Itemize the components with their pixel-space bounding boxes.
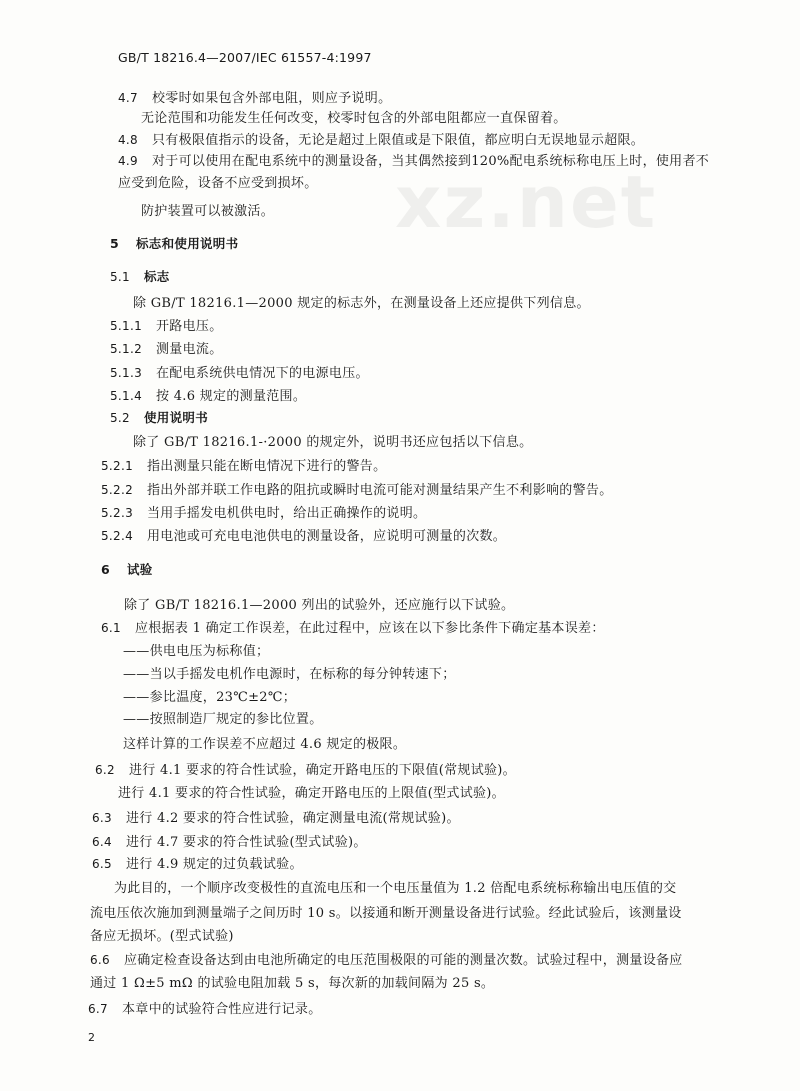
clause-number: 5.2.2 (101, 483, 134, 497)
paragraph-line: 流电压依次施加到测量端子之间历时 10 s。以接通和断开测量设备进行试验。经此试验后，该测量设 (90, 906, 682, 921)
clause-6-1 (101, 620, 605, 637)
clause-4-9 (118, 153, 709, 170)
clause-number: 6.7 (88, 1002, 108, 1016)
clause-text: 在配电系统供电情况下的电源电压。 (156, 366, 369, 381)
clause-text: 测量电流。 (156, 342, 223, 357)
paragraph-line: 防护装置可以被激活。 (141, 204, 275, 219)
paragraph-line: 应受到危险，设备不应受到损坏。 (118, 176, 318, 191)
clause-6-4 (92, 834, 367, 851)
clause-text: 应确定检查设备达到由电池所确定的电压范围极限的可能的测量次数。试验过程中，测量设备应 (124, 953, 683, 968)
clause-5-2-2 (101, 482, 613, 499)
clause-number: 5.1.1 (110, 319, 143, 333)
clause-number: 6.4 (92, 835, 112, 849)
clause-text: 本章中的试验符合性应进行记录。 (122, 1002, 322, 1017)
clause-text: 进行 4.1 要求的符合性试验，确定开路电压的下限值(常规试验)。 (129, 763, 516, 778)
paragraph-line: 为此目的，一个顺序改变极性的直流电压和一个电压量值为 1.2 倍配电系统标称输出电压值的交 (114, 881, 677, 896)
clause-number: 5.2.4 (101, 529, 134, 543)
clause-text: 指出外部并联工作电路的阻抗或瞬时电流可能对测量结果产生不利影响的警告。 (147, 483, 613, 498)
section-5-heading (110, 236, 238, 253)
paragraph-line: 无论范围和功能发生任何改变，校零时包含的外部电阻都应一直保留着。 (141, 111, 567, 126)
list-item: ——当以手摇发电机作电源时，在标称的每分钟转速下； (123, 667, 456, 682)
clause-number: 5.1.3 (110, 366, 143, 380)
clause-number: 5.2 (110, 411, 130, 425)
clause-number: 6.1 (101, 621, 121, 635)
section-title: 标志和使用说明书 (136, 236, 239, 251)
clause-5-1-3 (110, 365, 369, 382)
clause-number: 5.1 (110, 270, 130, 284)
paragraph-line: 这样计算的工作误差不应超过 4.6 规定的极限。 (123, 737, 407, 752)
paragraph-line: 进行 4.1 要求的符合性试验，确定开路电压的上限值(型式试验)。 (118, 786, 505, 801)
clause-5-1-1 (110, 318, 223, 335)
clause-4-7 (118, 90, 391, 107)
clause-text: 当用手摇发电机供电时，给出正确操作的说明。 (147, 506, 427, 521)
clause-title: 标志 (144, 269, 170, 284)
clause-text: 指出测量只能在断电情况下进行的警告。 (147, 459, 387, 474)
list-item: ——供电电压为标称值； (123, 644, 270, 659)
clause-5-1 (110, 269, 170, 286)
clause-title: 使用说明书 (144, 410, 209, 425)
clause-5-2-4 (101, 528, 506, 545)
paragraph-line: 除了 GB/T 18216.1—2000 列出的试验外，还应施行以下试验。 (124, 598, 515, 613)
clause-number: 5.2.3 (101, 506, 134, 520)
clause-number: 6.5 (92, 857, 112, 871)
list-item: ——按照制造厂规定的参比位置。 (123, 712, 323, 727)
section-title: 试验 (127, 562, 153, 577)
clause-text: 按 4.6 规定的测量范围。 (156, 389, 307, 404)
clause-text: 进行 4.2 要求的符合性试验，确定测量电流(常规试验)。 (126, 811, 460, 826)
clause-4-8 (118, 132, 644, 149)
section-number: 6 (101, 562, 110, 577)
clause-number: 4.8 (118, 133, 138, 147)
clause-text: 进行 4.7 要求的符合性试验(型式试验)。 (126, 835, 367, 850)
clause-number: 5.2.1 (101, 459, 134, 473)
clause-number: 4.9 (118, 154, 138, 168)
paragraph-line: 除 GB/T 18216.1—2000 规定的标志外，在测量设备上还应提供下列信息。 (133, 296, 590, 311)
clause-text: 校零时如果包含外部电阻，则应予说明。 (152, 91, 392, 106)
paragraph-line: 通过 1 Ω±5 mΩ 的试验电阻加载 5 s，每次新的加载间隔为 25 s。 (90, 976, 495, 991)
clause-text: 对于可以使用在配电系统中的测量设备，当其偶然接到120%配电系统标称电压上时，使用者不 (152, 154, 710, 169)
clause-5-1-4 (110, 388, 306, 405)
clause-number: 6.6 (90, 953, 110, 967)
clause-number: 6.2 (95, 763, 115, 777)
clause-text: 应根据表 1 确定工作误差，在此过程中，应该在以下参比条件下确定基本误差： (135, 621, 605, 636)
list-item: ——参比温度，23℃±2℃； (123, 690, 296, 705)
section-number: 5 (110, 236, 119, 251)
clause-6-6 (90, 952, 683, 969)
clause-5-2 (110, 410, 208, 427)
watermark: xz.net (395, 160, 658, 244)
clause-number: 5.1.4 (110, 389, 143, 403)
clause-number: 6.3 (92, 811, 112, 825)
clause-6-2 (95, 762, 516, 779)
clause-5-2-1 (101, 458, 386, 475)
page-number: 2 (88, 1031, 96, 1044)
clause-text: 用电池或可充电电池供电的测量设备，应说明可测量的次数。 (147, 529, 507, 544)
paragraph-line: 除了 GB/T 18216.1-·2000 的规定外，说明书还应包括以下信息。 (133, 435, 533, 450)
clause-text: 只有极限值指示的设备，无论是超过上限值或是下限值，都应明白无误地显示超限。 (152, 133, 645, 148)
clause-number: 4.7 (118, 91, 138, 105)
clause-text: 进行 4.9 规定的过负载试验。 (126, 857, 303, 872)
clause-6-3 (92, 810, 460, 827)
clause-5-1-2 (110, 341, 223, 358)
clause-number: 5.1.2 (110, 342, 143, 356)
section-6-heading (101, 562, 153, 579)
clause-5-2-3 (101, 505, 426, 522)
clause-text: 开路电压。 (156, 319, 223, 334)
page-header: GB/T 18216.4—2007/IEC 61557-4:1997 (118, 50, 372, 65)
clause-6-5 (92, 856, 303, 873)
clause-6-7 (88, 1001, 322, 1018)
paragraph-line: 备应无损坏。(型式试验) (90, 929, 234, 944)
